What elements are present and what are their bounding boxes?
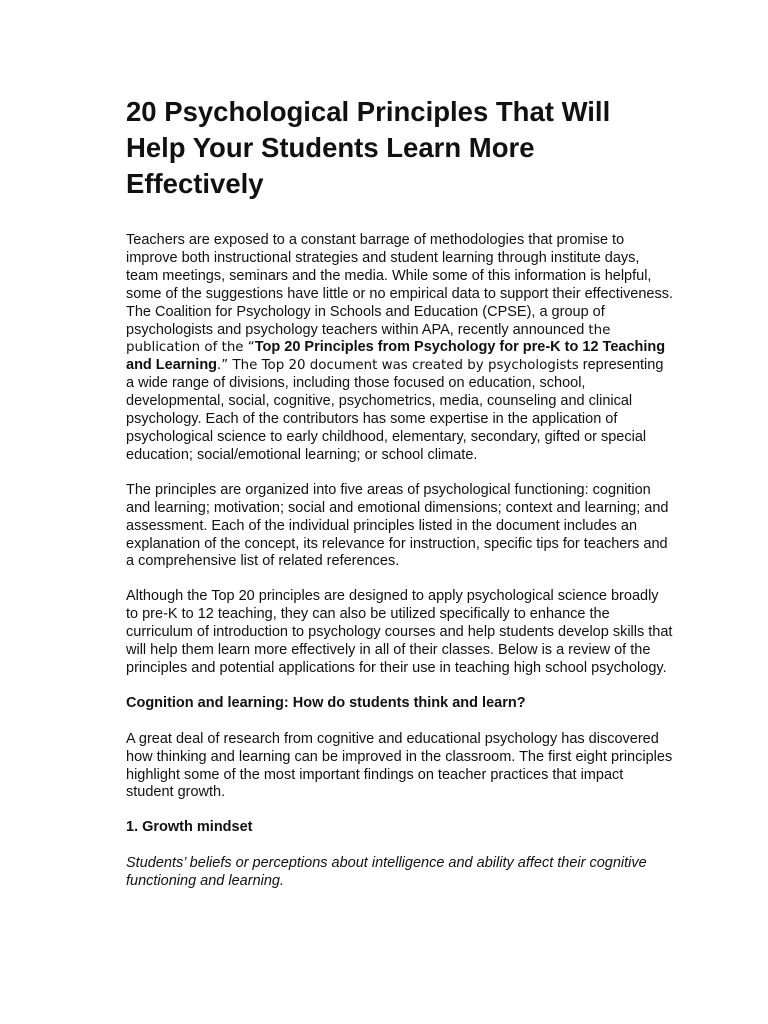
section-heading-cognition: Cognition and learning: How do students think and learn? [126,694,526,711]
intro-text-end: representing a wide range of divisions, including those focused on education, school, developmental, social, cognitive, psychometrics, media, counseling and clinical psychology. Each of the contributors has some expertise in the application of psychological science to early childhood, elementary, secondary, gifted or special education; social/emotional learning; or school climate. [126,357,664,463]
principles-areas-paragraph: The principles are organized into five areas of psychological functioning: cognition and learning; motivation; social and emotional dimensions; context and learning; and assessment. Each of the individual principles listed in the document includes an explanation of the concept, its relevance for instruction, specific tips for teachers and a comprehensive list of related references. [126,481,669,570]
intro-text-start: Teachers are exposed to a constant barrage of methodologies that promise to improve both instructional strategies and student learning through institute days, team meetings, seminars and the media. While some of this information is helpful, some of the suggestions have little or no empirical data to support their effectiveness. The Coalition for Psychology in Schools and Education (CPSE), a group of psychologists and psychology teachers within APA, recently announced [126,232,674,338]
applications-paragraph: Although the Top 20 principles are designed to apply psychological science broadly to pre-K to 12 teaching, they can also be utilized specifically to enhance the curriculum of introduction to psychology courses and help students develop skills that will help them learn more effectively in all of their classes. Below is a review of the principles and potential applications for their use in teaching high school psychology. [126,588,673,676]
principle-heading-growth-mindset: 1. Growth mindset [126,819,253,836]
growth-mindset-statement: Students’ beliefs or perceptions about intelligence and ability affect their cognitive functioning and learning. [126,855,647,890]
document-page [126,94,674,908]
document-title: 20 Psychological Principles That Will Help Your Students Learn More Effectively [126,96,611,199]
top-20-document-title: Top 20 Principles from Psychology for pre-K to 12 Teaching and Learning [126,339,666,374]
intro-publication-lead: the publication of the “ [126,322,611,356]
intro-paragraph [126,232,674,465]
cognition-paragraph: A great deal of research from cognitive and educational psychology has discovered how thinking and learning can be improved in the classroom. The first eight principles highlight some of the most important findings on teacher practices that impact student growth. [126,730,673,801]
intro-publication-note: .” The Top 20 document was created by psychologists [217,358,579,374]
